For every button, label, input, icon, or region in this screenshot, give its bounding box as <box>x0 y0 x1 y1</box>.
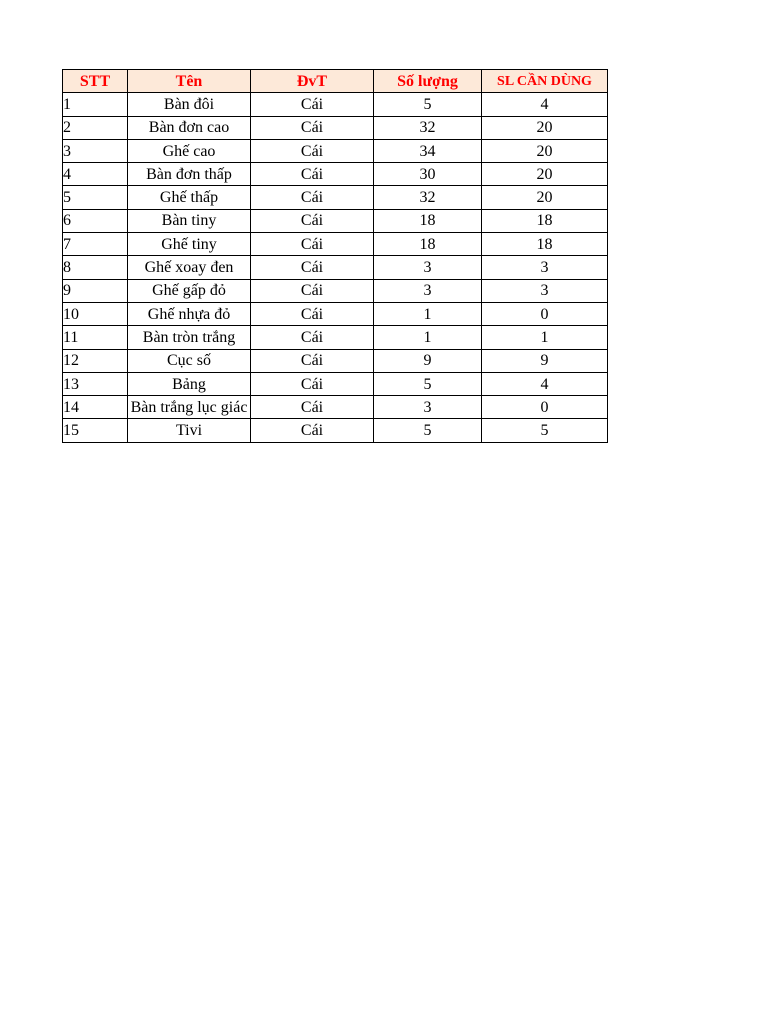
cell-stt: 14 <box>63 396 128 419</box>
header-ten: Tên <box>128 70 251 93</box>
cell-ten: Ghế thấp <box>128 186 251 209</box>
cell-sl-can-dung: 20 <box>482 186 608 209</box>
header-sl-can-dung: SL CẦN DÙNG <box>482 70 608 93</box>
table-row <box>63 302 608 325</box>
cell-stt: 12 <box>63 349 128 372</box>
cell-so-luong: 1 <box>374 302 482 325</box>
cell-ten: Ghế cao <box>128 139 251 162</box>
cell-so-luong: 34 <box>374 139 482 162</box>
cell-ten: Bàn đơn cao <box>128 116 251 139</box>
cell-stt: 13 <box>63 372 128 395</box>
cell-dvt: Cái <box>251 419 374 442</box>
cell-so-luong: 3 <box>374 279 482 302</box>
cell-so-luong: 5 <box>374 93 482 116</box>
cell-ten: Bàn đơn thấp <box>128 163 251 186</box>
cell-sl-can-dung: 4 <box>482 372 608 395</box>
cell-ten: Bàn tiny <box>128 209 251 232</box>
table-row <box>63 116 608 139</box>
table-row <box>63 186 608 209</box>
cell-sl-can-dung: 3 <box>482 256 608 279</box>
cell-so-luong: 18 <box>374 233 482 256</box>
cell-stt: 15 <box>63 419 128 442</box>
table-row <box>63 396 608 419</box>
cell-so-luong: 9 <box>374 349 482 372</box>
cell-so-luong: 32 <box>374 186 482 209</box>
cell-ten: Bàn tròn trắng <box>128 326 251 349</box>
cell-stt: 8 <box>63 256 128 279</box>
cell-sl-can-dung: 1 <box>482 326 608 349</box>
cell-sl-can-dung: 20 <box>482 139 608 162</box>
cell-ten: Bàn trắng lục giác <box>128 396 251 419</box>
cell-dvt: Cái <box>251 209 374 232</box>
cell-dvt: Cái <box>251 279 374 302</box>
cell-dvt: Cái <box>251 233 374 256</box>
cell-so-luong: 18 <box>374 209 482 232</box>
cell-stt: 5 <box>63 186 128 209</box>
cell-stt: 2 <box>63 116 128 139</box>
cell-stt: 1 <box>63 93 128 116</box>
table-row <box>63 326 608 349</box>
cell-ten: Ghế xoay đen <box>128 256 251 279</box>
cell-sl-can-dung: 3 <box>482 279 608 302</box>
cell-ten: Cục số <box>128 349 251 372</box>
table-body <box>63 93 608 442</box>
cell-ten: Bàn đôi <box>128 93 251 116</box>
table-row <box>63 139 608 162</box>
cell-sl-can-dung: 4 <box>482 93 608 116</box>
cell-sl-can-dung: 20 <box>482 116 608 139</box>
cell-so-luong: 3 <box>374 396 482 419</box>
cell-sl-can-dung: 0 <box>482 396 608 419</box>
cell-stt: 7 <box>63 233 128 256</box>
inventory-table <box>62 69 608 443</box>
header-so-luong: Số lượng <box>374 70 482 93</box>
header-row <box>63 70 608 93</box>
cell-sl-can-dung: 18 <box>482 209 608 232</box>
table-row <box>63 256 608 279</box>
cell-so-luong: 5 <box>374 372 482 395</box>
cell-stt: 6 <box>63 209 128 232</box>
cell-sl-can-dung: 5 <box>482 419 608 442</box>
cell-dvt: Cái <box>251 302 374 325</box>
cell-dvt: Cái <box>251 396 374 419</box>
cell-dvt: Cái <box>251 256 374 279</box>
cell-sl-can-dung: 0 <box>482 302 608 325</box>
header-stt: STT <box>63 70 128 93</box>
cell-stt: 4 <box>63 163 128 186</box>
cell-dvt: Cái <box>251 163 374 186</box>
table-row <box>63 372 608 395</box>
cell-dvt: Cái <box>251 186 374 209</box>
cell-so-luong: 32 <box>374 116 482 139</box>
table-row <box>63 209 608 232</box>
cell-so-luong: 3 <box>374 256 482 279</box>
cell-stt: 3 <box>63 139 128 162</box>
cell-so-luong: 5 <box>374 419 482 442</box>
table-row <box>63 279 608 302</box>
cell-dvt: Cái <box>251 139 374 162</box>
table-row <box>63 349 608 372</box>
cell-ten: Ghế gấp đỏ <box>128 279 251 302</box>
cell-sl-can-dung: 9 <box>482 349 608 372</box>
cell-dvt: Cái <box>251 93 374 116</box>
table-row <box>63 419 608 442</box>
cell-ten: Tivi <box>128 419 251 442</box>
cell-dvt: Cái <box>251 326 374 349</box>
cell-sl-can-dung: 18 <box>482 233 608 256</box>
header-dvt: ĐvT <box>251 70 374 93</box>
table-row <box>63 93 608 116</box>
cell-dvt: Cái <box>251 349 374 372</box>
cell-sl-can-dung: 20 <box>482 163 608 186</box>
cell-dvt: Cái <box>251 372 374 395</box>
table-row <box>63 233 608 256</box>
cell-ten: Ghế tiny <box>128 233 251 256</box>
cell-so-luong: 1 <box>374 326 482 349</box>
cell-dvt: Cái <box>251 116 374 139</box>
cell-ten: Bảng <box>128 372 251 395</box>
cell-stt: 11 <box>63 326 128 349</box>
cell-stt: 10 <box>63 302 128 325</box>
table-row <box>63 163 608 186</box>
cell-stt: 9 <box>63 279 128 302</box>
cell-so-luong: 30 <box>374 163 482 186</box>
cell-ten: Ghế nhựa đỏ <box>128 302 251 325</box>
